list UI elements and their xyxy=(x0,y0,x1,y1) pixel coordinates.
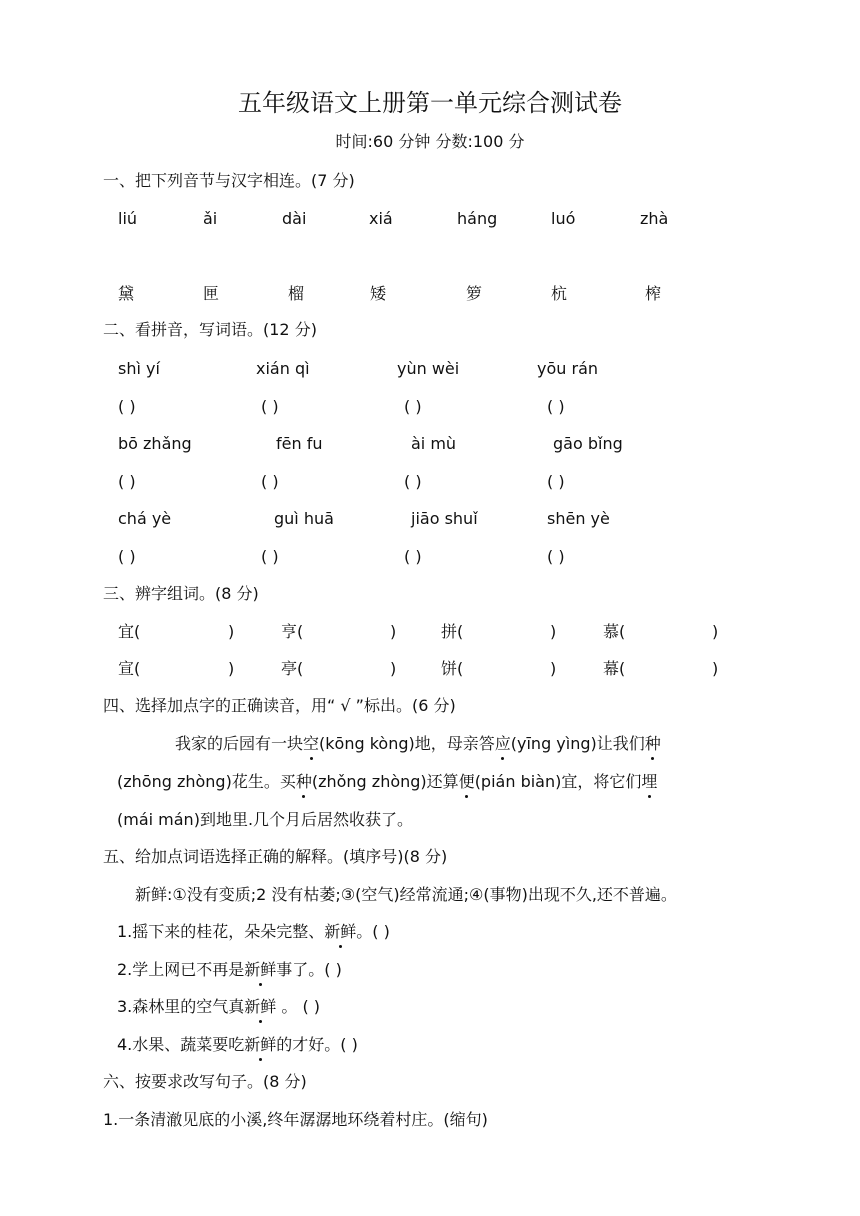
question-item: 4.水果、蔬菜要吃新鲜的才好。( ) xyxy=(117,1035,358,1054)
char-prompt: 慕( xyxy=(603,622,626,641)
section-6-heading: 六、按要求改写句子。(8 分) xyxy=(103,1072,307,1091)
pinyin-syllable: zhà xyxy=(640,209,669,228)
section-4-heading: 四、选择加点字的正确读音，用“ √ ”标出。(6 分) xyxy=(103,696,456,715)
question-item: 1.摇下来的桂花，朵朵完整、新鲜。( ) xyxy=(117,922,390,941)
char-prompt: 宣( xyxy=(118,659,141,678)
blank-close[interactable]: ) xyxy=(550,659,557,678)
blank-close[interactable]: ) xyxy=(228,659,235,678)
pinyin-word: yùn wèi xyxy=(397,359,460,378)
char-prompt: 拼( xyxy=(441,622,464,641)
pinyin-word: guì huā xyxy=(274,509,334,528)
hanzi-character: 箩 xyxy=(466,284,483,303)
pinyin-syllable: luó xyxy=(551,209,576,228)
hanzi-character: 匣 xyxy=(203,284,220,303)
blank-close[interactable]: ) xyxy=(712,659,719,678)
dotted-char: 应 xyxy=(494,734,511,753)
answer-blank[interactable]: ( ) xyxy=(118,547,136,566)
question-item: 3.森林里的空气真新鲜 。 ( ) xyxy=(117,997,321,1016)
char-prompt: 亨( xyxy=(281,622,304,641)
answer-blank[interactable]: ( ) xyxy=(118,472,136,491)
pinyin-word: ài mù xyxy=(411,434,457,453)
hanzi-character: 榴 xyxy=(288,284,305,303)
pinyin-syllable: dài xyxy=(282,209,307,228)
page-title: 五年级语文上册第一单元综合测试卷 xyxy=(238,89,622,117)
dotted-word: 新鲜 xyxy=(244,960,277,979)
section-1-heading: 一、把下列音节与汉字相连。(7 分) xyxy=(103,171,355,190)
dotted-word: 新鲜 xyxy=(244,997,277,1016)
hanzi-character: 矮 xyxy=(370,284,387,303)
section-5-heading: 五、给加点词语选择正确的解释。(填序号)(8 分) xyxy=(103,847,448,866)
pinyin-word: jiāo shuǐ xyxy=(411,509,478,528)
answer-blank[interactable]: ( ) xyxy=(261,547,279,566)
char-prompt: 亭( xyxy=(281,659,304,678)
answer-blank[interactable]: ( ) xyxy=(118,397,136,416)
dotted-char: 空 xyxy=(303,734,320,753)
dotted-char: 种 xyxy=(295,772,312,791)
section-2-heading: 二、看拼音，写词语。(12 分) xyxy=(103,320,317,339)
answer-blank[interactable]: ( ) xyxy=(404,547,422,566)
char-prompt: 幕( xyxy=(603,659,626,678)
hanzi-character: 黛 xyxy=(118,284,135,303)
answer-blank[interactable]: ( ) xyxy=(261,397,279,416)
blank-close[interactable]: ) xyxy=(390,622,397,641)
answer-blank[interactable]: ( ) xyxy=(547,547,565,566)
pinyin-word: xián qì xyxy=(256,359,310,378)
dotted-char: 便 xyxy=(458,772,475,791)
reading-line-1: 我家的后园有一块空(kōng kòng)地，母亲答应(yīng yìng)让我们种 xyxy=(175,734,661,753)
pinyin-word: shēn yè xyxy=(547,509,610,528)
hanzi-character: 杭 xyxy=(551,284,568,303)
answer-blank[interactable]: ( ) xyxy=(404,472,422,491)
pinyin-word: gāo bǐng xyxy=(553,434,623,453)
dotted-char: 种 xyxy=(644,734,661,753)
char-prompt: 饼( xyxy=(441,659,464,678)
reading-line-2: (zhōng zhòng)花生。买种(zhǒng zhòng)还算便(pián biàn)宜，将它们埋 xyxy=(117,772,658,791)
blank-close[interactable]: ) xyxy=(390,659,397,678)
exam-subtitle: 时间:60 分钟 分数:100 分 xyxy=(335,132,525,151)
dotted-word: 新鲜 xyxy=(324,922,357,941)
dotted-char: 埋 xyxy=(641,772,658,791)
pinyin-syllable: ǎi xyxy=(203,209,218,228)
blank-close[interactable]: ) xyxy=(712,622,719,641)
answer-blank[interactable]: ( ) xyxy=(547,397,565,416)
pinyin-syllable: háng xyxy=(457,209,498,228)
blank-close[interactable]: ) xyxy=(228,622,235,641)
answer-blank[interactable]: ( ) xyxy=(261,472,279,491)
pinyin-word: chá yè xyxy=(118,509,172,528)
blank-close[interactable]: ) xyxy=(550,622,557,641)
dotted-word: 新鲜 xyxy=(244,1035,277,1054)
word-definition: 新鲜:①没有变质;2 没有枯萎;③(空气)经常流通;④(事物)出现不久,还不普遍。 xyxy=(135,885,677,904)
section-3-heading: 三、辨字组词。(8 分) xyxy=(103,584,259,603)
pinyin-word: shì yí xyxy=(118,359,160,378)
pinyin-word: fēn fu xyxy=(276,434,323,453)
pinyin-word: bō zhǎng xyxy=(118,434,192,453)
answer-blank[interactable]: ( ) xyxy=(404,397,422,416)
pinyin-word: yōu rán xyxy=(537,359,599,378)
hanzi-character: 榨 xyxy=(645,284,662,303)
reading-line-3: (mái mán)到地里.几个月后居然收获了。 xyxy=(117,810,414,829)
pinyin-syllable: liú xyxy=(118,209,138,228)
pinyin-syllable: xiá xyxy=(369,209,393,228)
question-item: 1.一条清澈见底的小溪,终年潺潺地环绕着村庄。(缩句) xyxy=(103,1110,488,1129)
answer-blank[interactable]: ( ) xyxy=(547,472,565,491)
char-prompt: 宜( xyxy=(118,622,141,641)
question-item: 2.学上网已不再是新鲜事了。( ) xyxy=(117,960,342,979)
